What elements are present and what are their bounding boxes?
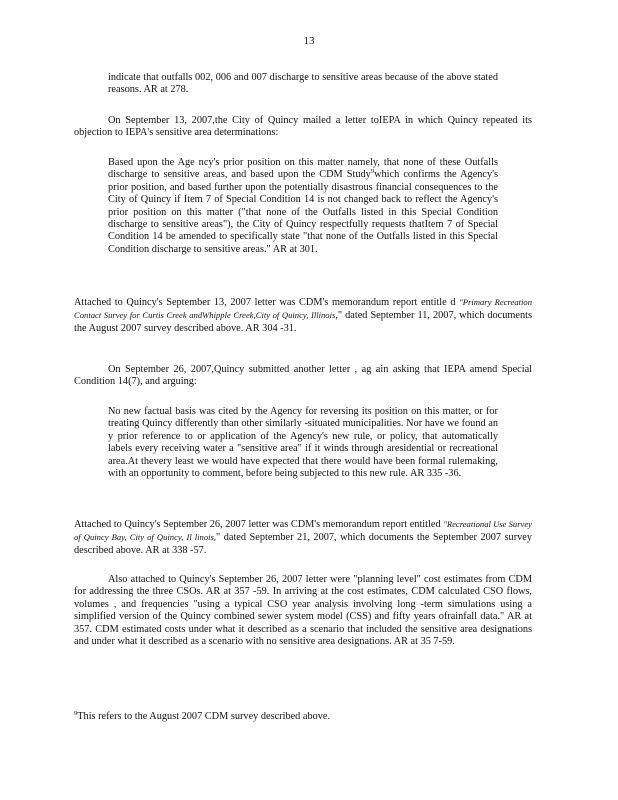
quote-text-2: which confirms the Agency's prior position, and based further upon the potentially disastrous financial consequences to the City of Quincy if Item 7 of Special Condition 14 is not changed back to reflect the Agency's prior position on this matter ("that none of the Outfalls listed in this Special Condition discharge to sensitive areas"), the City of Quincy respectfully requests thatItem 7 of Special Condition 14 be amended to specifically state "that none of the Outfalls listed in this Special Condition discharge to sensitive areas." AR at 301.: [108, 169, 498, 255]
footnote-marker: 9: [74, 710, 78, 717]
paragraph-letter-sept-26: On September 26, 2007,Quincy submitted another letter , ag ain asking that IEPA amend Special Condition 14(7), and arguing:: [74, 364, 532, 388]
paragraph-continuation: indicate that outfalls 002, 006 and 007 discharge to sensitive areas because of the above stated reasons. AR at 278.: [108, 72, 498, 96]
memo-2-lead: Attached to Quincy's September 26, 2007 letter was CDM's memorandum report entitled: [74, 519, 441, 530]
memo-2-rest: " dated September 21, 2007, which documents the September 2007 survey described above. AR at 338 -57.: [74, 532, 532, 556]
paragraph-cdm-memo-1: [74, 296, 532, 335]
page-number: 13: [303, 35, 315, 47]
memo-2-title: "Recreational Use Survey of Quincy Bay, City of Quincy, Il linois,: [74, 519, 532, 543]
block-quote-sept-13: [108, 157, 498, 256]
footnote-reference: 9: [370, 168, 375, 176]
memo-1-title: "Primary Recreation Contact Survey for Curtis Creek andWhipple Creek,City of Quincy, Illinois: [74, 297, 532, 321]
block-quote-sept-26: No new factual basis was cited by the Agency for reversing its position on this matter, or for treating Quincy differently than other similarly -situated municipalities. Nor have we found an y prior reference to or application of the Agency's new rule, or policy, that automatically labels every receiving water a "sensitive area" if it winds through aresidential or recreational area.At thevery least we would have expected that there would have been formal rulemaking, with an opportunity to comment, before being subjected to this new rule. AR 335 -36.: [108, 406, 498, 480]
footnote: [74, 711, 330, 723]
quote-text-1: Based upon the Age ncy's prior position on this matter namely, that none of these Outfalls discharge to sensitive areas, and based upon the CDM Study: [108, 157, 498, 181]
paragraph-cost-estimates: Also attached to Quincy's September 26, 2007 letter were "planning level" cost estimates from CDM for addressing the three CSOs. AR at 357 -59. In arriving at the cost estimates, CDM calculated CSO flows, volumes , and frequencies "using a typical CSO year analysis involving long -term simulations using a simplified version of the Quincy combined sewer system model (CSS) and fifty years ofrainfall data." AR at 357. CDM estimated costs under what it described as a scenario that included the sensitive area designations and under what it described as a scenario with no sensitive area designations. AR at 35 7-59.: [74, 574, 532, 648]
memo-1-lead: Attached to Quincy's September 13, 2007 letter was CDM's memorandum report entitle d: [74, 297, 456, 308]
memo-1-rest: ," dated September 11, 2007, which documents the August 2007 survey described above. AR 304 -31.: [74, 310, 532, 334]
paragraph-cdm-memo-2: [74, 518, 532, 557]
footnote-text: This refers to the August 2007 CDM survey described above.: [77, 711, 331, 722]
paragraph-letter-sept-13: On September 13, 2007,the City of Quincy mailed a letter toIEPA in which Quincy repeated its objection to IEPA's sensitive area determinations:: [74, 115, 532, 139]
